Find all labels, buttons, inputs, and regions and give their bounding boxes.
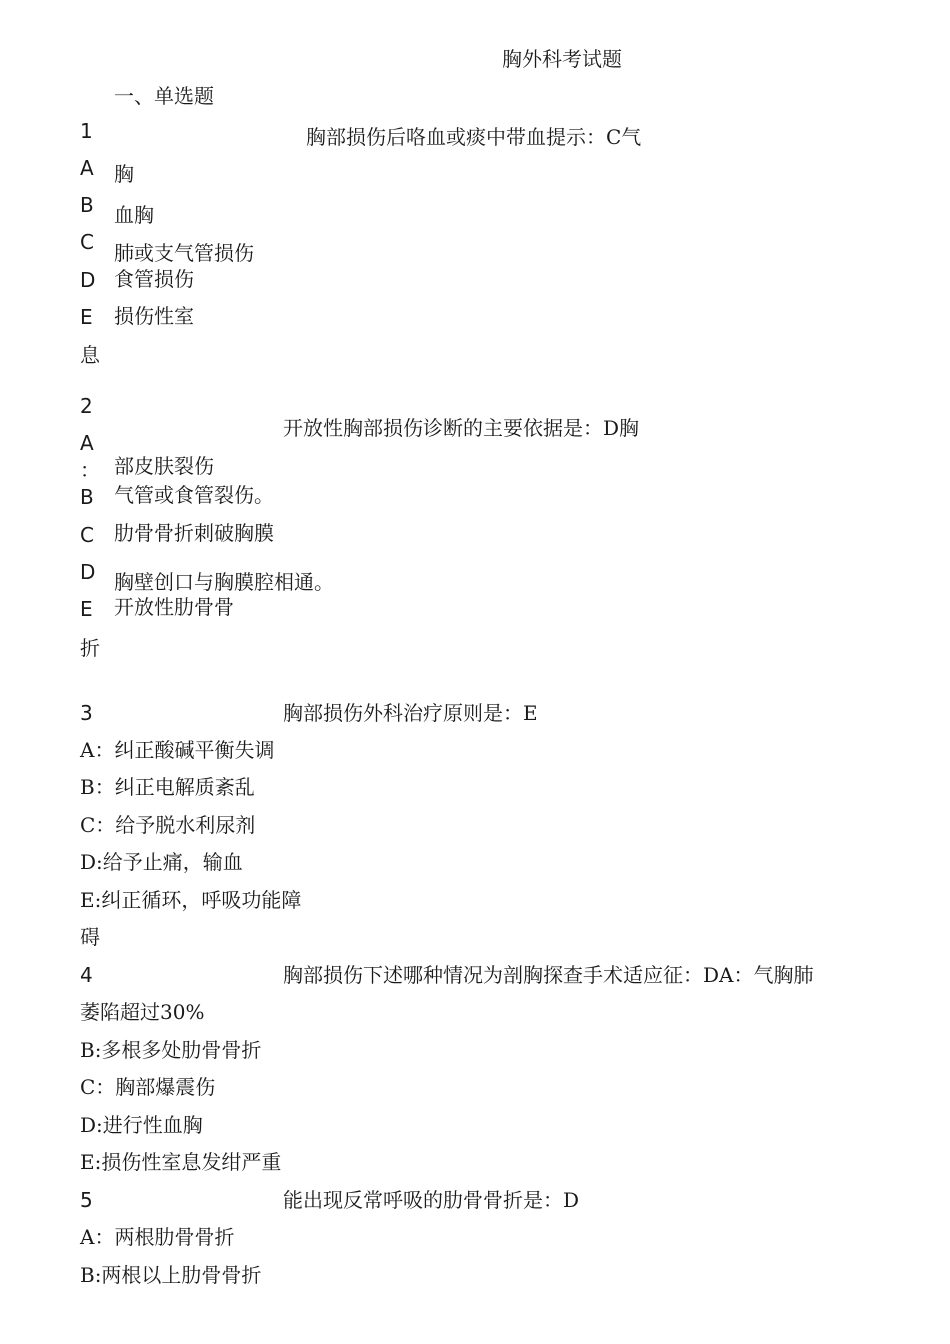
option-key: E <box>80 305 93 329</box>
option-key: C <box>80 523 94 547</box>
option-text-continuation: 折 <box>80 636 100 660</box>
option-line: B：纠正电解质紊乱 <box>80 775 255 799</box>
option-text: 肋骨骨折刺破胸膜 <box>114 521 274 545</box>
option-key: A <box>80 431 94 455</box>
option-text-continuation: 碍 <box>80 925 100 949</box>
question-stem: 胸部损伤外科治疗原则是：E <box>283 701 538 725</box>
option-text: 气管或食管裂伤。 <box>114 483 274 507</box>
option-text: 损伤性室 <box>114 304 194 328</box>
option-text: 胸壁创口与胸膜腔相通。 <box>114 570 334 594</box>
question-stem: 能出现反常呼吸的肋骨骨折是：D <box>283 1188 580 1212</box>
option-text: 肺或支气管损伤 <box>114 241 254 265</box>
option-key: E <box>80 597 93 621</box>
option-key: D <box>80 268 96 292</box>
option-line: E:纠正循环，呼吸功能障 <box>80 888 302 912</box>
question-number: 3 <box>80 701 93 725</box>
option-line: A：纠正酸碱平衡失调 <box>80 738 275 762</box>
option-text: 食管损伤 <box>114 267 194 291</box>
option-text: 开放性肋骨骨 <box>114 595 234 619</box>
option-line: A：两根肋骨骨折 <box>80 1225 235 1249</box>
option-line: B:两根以上肋骨骨折 <box>80 1263 262 1287</box>
option-line: C：给予脱水利尿剂 <box>80 813 256 837</box>
option-text-continuation: 息 <box>80 343 100 367</box>
question-stem: 胸部损伤下述哪种情况为剖胸探查手术适应征：DA：气胸肺 <box>283 963 814 987</box>
option-line: D:给予止痛，输血 <box>80 850 243 874</box>
option-line: E:损伤性室息发绀严重 <box>80 1150 282 1174</box>
option-line: B:多根多处肋骨骨折 <box>80 1038 262 1062</box>
question-number: 4 <box>80 963 93 987</box>
question-stem: 开放性胸部损伤诊断的主要依据是：D胸 <box>283 416 640 440</box>
option-text: 血胸 <box>114 203 154 227</box>
option-line: C：胸部爆震伤 <box>80 1075 216 1099</box>
option-key: A <box>80 156 94 180</box>
question-stem: 胸部损伤后咯血或痰中带血提示：C气 <box>306 125 642 149</box>
option-text: 胸 <box>114 162 134 186</box>
option-colon: ： <box>80 458 100 482</box>
question-number: 2 <box>80 394 93 418</box>
section-heading: 一、单选题 <box>114 84 214 108</box>
option-text: 部皮肤裂伤 <box>114 454 214 478</box>
page-title: 胸外科考试题 <box>502 47 622 71</box>
option-line: D:进行性血胸 <box>80 1113 203 1137</box>
question-stem-continuation: 萎陷超过30% <box>80 1000 205 1024</box>
option-key: B <box>80 485 94 509</box>
option-key: D <box>80 560 96 584</box>
question-number: 5 <box>80 1188 93 1212</box>
question-number: 1 <box>80 119 93 143</box>
option-key: C <box>80 230 94 254</box>
option-key: B <box>80 193 94 217</box>
